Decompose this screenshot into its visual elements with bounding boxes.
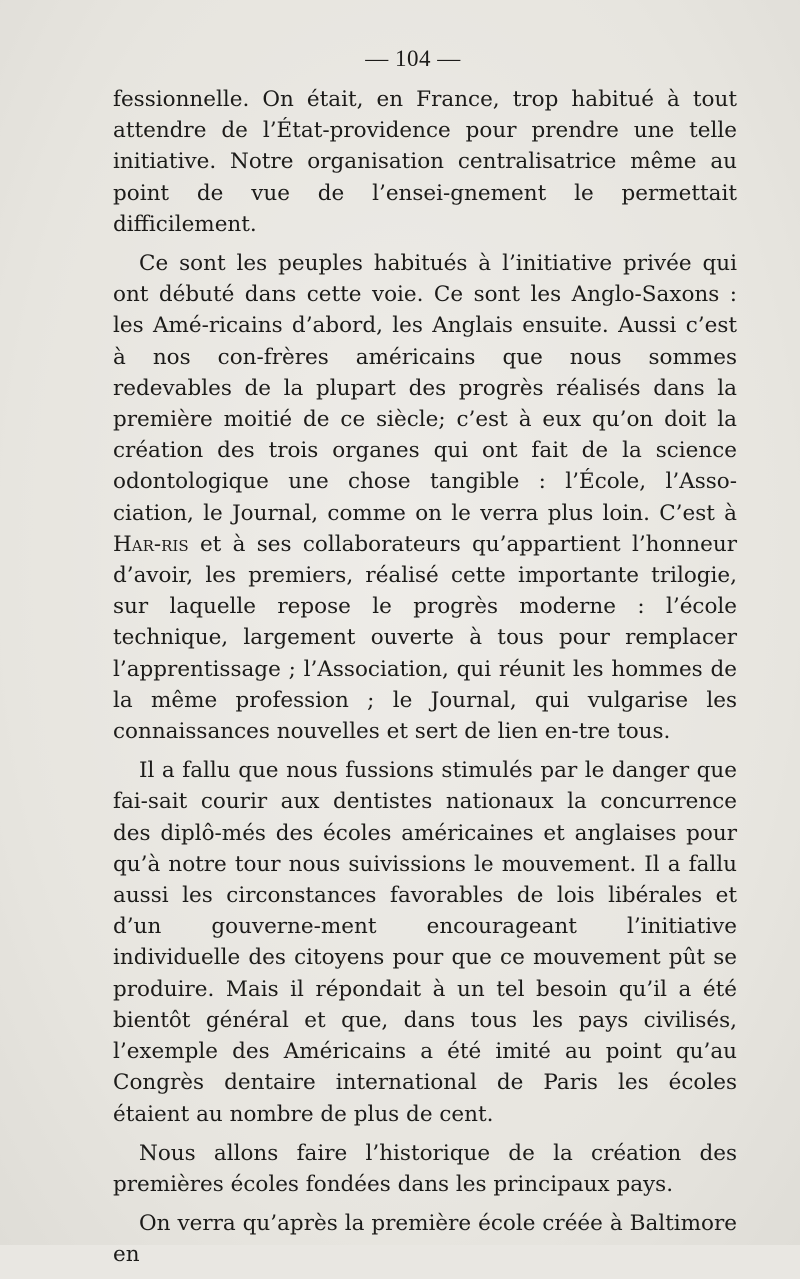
paragraph-2-text-end: et à ses collaborateurs qu’appartient l’honneur d’avoir, les premiers, réalisé cette importante trilogie, sur laquelle repose le progrès moderne : l’école technique, largement ouverte à tous pour remplacer l’apprentissage ; l’Association, qui réunit les hommes de la même profession ; le Journal, qui vulgarise les connaissances nouvelles et sert de lien en-tre tous.	[113, 531, 737, 745]
paragraph-2	[113, 248, 737, 747]
paragraph-1: fessionnelle. On était, en France, trop habitué à tout attendre de l’État-providence pour prendre une telle initiative. Notre organisation centralisatrice même au point de vue de l’ensei-gnement le permettait difficilement.	[113, 87, 737, 237]
body-text	[113, 84, 737, 1279]
paragraph-5: On verra qu’après la première école créée à Baltimore en	[113, 1211, 737, 1268]
author-name-harris: Har-ris	[113, 531, 189, 557]
page-number: — 104 —	[365, 46, 461, 71]
paragraph-3: Il a fallu que nous fussions stimulés par le danger que fai-sait courir aux dentistes nationaux la concurrence des diplô-més des écoles américaines et anglaises pour qu’à notre tour nous suivissions le mouvement. Il a fallu aussi les circonstances favorables de lois libérales et d’un gouverne-ment encourageant l’initiative individuelle des citoyens pour que ce mouvement pût se produire. Mais il répondait à un tel besoin qu’il a été bientôt général et que, dans tous les pays civilisés, l’exemple des Américains a été imité au point qu’au Congrès dentaire international de Paris les écoles étaient au nombre de plus de cent.	[113, 758, 737, 1127]
paragraph-2-text-start: Ce sont les peuples habitués à l’initiative privée qui ont débuté dans cette voie. Ce sont les Anglo-Saxons : les Amé-ricains d’abord, les Anglais ensuite. Aussi c’est à nos con-frères américains que nous sommes redevables de la plupart des progrès réalisés dans la première moitié de ce siècle; c’est à eux qu’on doit la création des trois organes qui ont fait de la science odontologique une chose tangible : l’École, l’Asso-ciation, le Journal, comme on le verra plus loin. C’est à	[113, 251, 737, 526]
paragraph-4: Nous allons faire l’historique de la création des premières écoles fondées dans les principaux pays.	[113, 1140, 737, 1197]
